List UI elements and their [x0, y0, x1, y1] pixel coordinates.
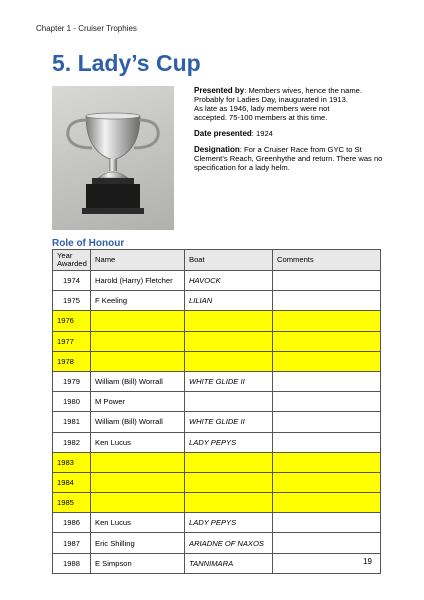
comments-cell	[273, 371, 381, 391]
page-number: 19	[363, 557, 372, 566]
boat-cell: LADY PEPYS	[185, 513, 273, 533]
year-cell: 1982	[53, 432, 91, 452]
boat-cell	[185, 472, 273, 492]
column-header-boat: Boat	[185, 250, 273, 271]
comments-cell	[273, 493, 381, 513]
designation	[194, 145, 384, 172]
comments-cell	[273, 331, 381, 351]
name-cell: William (Bill) Worrall	[91, 412, 185, 432]
comments-cell	[273, 472, 381, 492]
column-header-comments: Comments	[273, 250, 381, 271]
table-row	[53, 432, 381, 452]
trophy-photo	[52, 86, 174, 230]
boat-cell: ARIADNE OF NAXOS	[185, 533, 273, 553]
comments-cell	[273, 432, 381, 452]
presented-by	[194, 86, 384, 122]
year-cell: 1988	[53, 553, 91, 573]
name-cell: F Keeling	[91, 291, 185, 311]
name-cell	[91, 493, 185, 513]
boat-cell: LADY PEPYS	[185, 432, 273, 452]
boat-cell	[185, 351, 273, 371]
date-presented-label: Date presented	[194, 129, 252, 138]
trophy-cup-image	[52, 86, 174, 230]
boat-cell	[185, 311, 273, 331]
presented-by-line: accepted. 75-100 members at this time.	[194, 113, 328, 122]
year-cell: 1980	[53, 392, 91, 412]
boat-cell	[185, 392, 273, 412]
comments-cell	[273, 533, 381, 553]
date-presented	[194, 129, 384, 138]
comments-cell	[273, 513, 381, 533]
table-row	[53, 392, 381, 412]
boat-cell	[185, 331, 273, 351]
name-cell	[91, 452, 185, 472]
trophy-info	[194, 86, 384, 179]
table-row	[53, 371, 381, 391]
table-row-highlighted	[53, 472, 381, 492]
year-cell: 1983	[53, 452, 91, 472]
table-row	[53, 553, 381, 573]
presented-by-label: Presented by	[194, 86, 245, 95]
boat-cell: WHITE GLIDE II	[185, 371, 273, 391]
name-cell: M Power	[91, 392, 185, 412]
presented-by-text: : Members wives, hence the name.	[244, 86, 363, 95]
name-cell: Eric Shilling	[91, 533, 185, 553]
year-cell: 1978	[53, 351, 91, 371]
year-cell: 1975	[53, 291, 91, 311]
designation-text: : For a Cruiser Race from GYC to St Clement’s Reach, Greenhythe and return. There was no specification for a lady helm.	[194, 145, 383, 172]
year-cell: 1979	[53, 371, 91, 391]
comments-cell	[273, 392, 381, 412]
name-cell: Ken Lucus	[91, 432, 185, 452]
presented-by-line: Probably for Ladies Day, inaugurated in 1913.	[194, 95, 348, 104]
table-row-highlighted	[53, 351, 381, 371]
name-cell	[91, 311, 185, 331]
year-cell: 1986	[53, 513, 91, 533]
comments-cell	[273, 351, 381, 371]
date-presented-text: : 1924	[251, 129, 273, 138]
year-cell: 1977	[53, 331, 91, 351]
column-header-name: Name	[91, 250, 185, 271]
year-cell: 1976	[53, 311, 91, 331]
comments-cell	[273, 271, 381, 291]
role-of-honour-table	[52, 249, 381, 574]
name-cell: William (Bill) Worrall	[91, 371, 185, 391]
role-of-honour-title: Role of Honour	[52, 238, 125, 249]
year-cell: 1974	[53, 271, 91, 291]
table-row	[53, 291, 381, 311]
boat-cell	[185, 493, 273, 513]
table-row-highlighted	[53, 311, 381, 331]
name-cell	[91, 351, 185, 371]
boat-cell: WHITE GLIDE II	[185, 412, 273, 432]
name-cell: Harold (Harry) Fletcher	[91, 271, 185, 291]
name-cell: E Simpson	[91, 553, 185, 573]
comments-cell	[273, 412, 381, 432]
year-cell: 1981	[53, 412, 91, 432]
table-row-highlighted	[53, 493, 381, 513]
boat-cell: HAVOCK	[185, 271, 273, 291]
year-cell: 1987	[53, 533, 91, 553]
designation-label: Designation	[194, 145, 240, 154]
year-cell: 1984	[53, 472, 91, 492]
table-header-row	[53, 250, 381, 271]
boat-cell: LILIAN	[185, 291, 273, 311]
name-cell: Ken Lucus	[91, 513, 185, 533]
table-row	[53, 513, 381, 533]
presented-by-line: As late as 1946, lady members were not	[194, 104, 330, 113]
table-row	[53, 271, 381, 291]
name-cell	[91, 472, 185, 492]
boat-cell	[185, 452, 273, 472]
year-cell: 1985	[53, 493, 91, 513]
chapter-header: Chapter 1 - Cruiser Trophies	[36, 24, 137, 33]
comments-cell	[273, 291, 381, 311]
comments-cell	[273, 452, 381, 472]
name-cell	[91, 331, 185, 351]
table-row-highlighted	[53, 331, 381, 351]
table-row-highlighted	[53, 452, 381, 472]
table-row	[53, 412, 381, 432]
comments-cell	[273, 311, 381, 331]
column-header-year: Year Awarded	[53, 250, 91, 271]
page-title: 5. Lady’s Cup	[52, 50, 201, 76]
boat-cell: TANNIMARA	[185, 553, 273, 573]
table-row	[53, 533, 381, 553]
